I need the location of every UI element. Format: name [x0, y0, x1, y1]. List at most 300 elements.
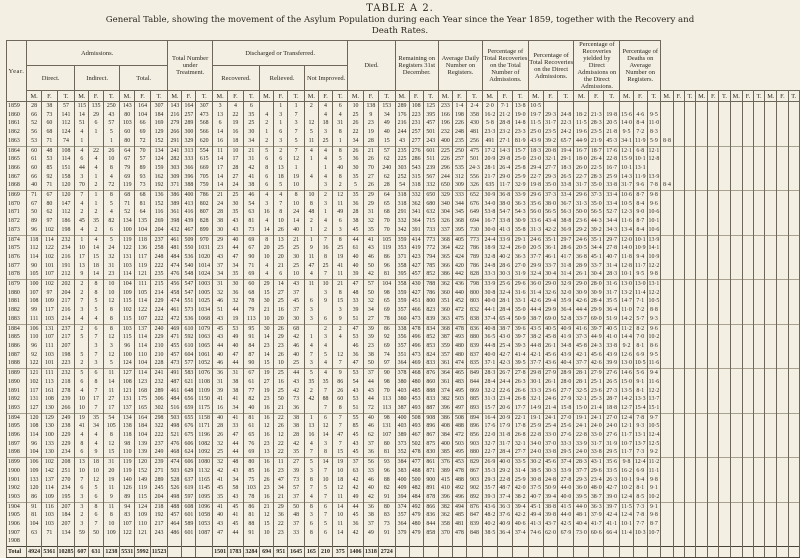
value-cell — [673, 315, 684, 324]
value-cell: 28·9 — [558, 369, 574, 378]
value-cell: 104 — [135, 226, 150, 235]
value-cell: 43 — [228, 467, 243, 476]
value-cell: 675 — [182, 431, 196, 440]
year-cell: 1899 — [7, 458, 27, 467]
value-cell: 468 — [168, 448, 182, 457]
value-cell: 451 — [409, 297, 423, 306]
value-cell: 503 — [168, 413, 182, 422]
value-cell — [708, 315, 719, 324]
value-cell: 14·0 — [621, 120, 632, 127]
value-cell — [423, 537, 438, 546]
value-cell: 112 — [26, 244, 41, 253]
value-cell — [708, 200, 719, 209]
value-cell: 43 — [395, 137, 409, 146]
value-cell — [696, 191, 708, 200]
value-cell: 423 — [409, 253, 423, 262]
value-cell: 2 — [75, 208, 89, 217]
value-cell: 12·1 — [621, 147, 632, 154]
value-cell — [777, 217, 788, 226]
value-cell: 130 — [42, 448, 57, 457]
value-cell: 466 — [409, 306, 423, 315]
sex-label-t: T. — [57, 91, 75, 102]
value-cell: 232 — [438, 128, 452, 137]
value-cell: 3 — [75, 520, 89, 529]
value-cell: 357 — [395, 511, 409, 520]
value-cell: 67·9 — [558, 529, 574, 538]
value-cell: 10 — [304, 191, 318, 200]
value-cell: 896 — [466, 422, 482, 431]
value-cell: 12 — [333, 191, 348, 200]
value-cell: 51 — [348, 315, 363, 324]
value-cell — [684, 431, 695, 440]
value-cell: 29 — [274, 333, 288, 342]
value-cell: 35·1 — [543, 235, 558, 244]
value-cell: 136 — [150, 191, 168, 200]
value-cell — [661, 217, 673, 226]
value-cell: 33·8 — [543, 448, 558, 457]
value-cell: 3 — [212, 102, 227, 111]
not-improved-header: Not Improved. — [304, 66, 348, 91]
value-cell: 23·5 — [543, 128, 558, 137]
value-cell: 30 — [288, 253, 305, 262]
value-cell — [684, 200, 695, 209]
total-cell — [196, 547, 212, 558]
value-cell — [742, 369, 753, 378]
value-cell: 102 — [120, 306, 135, 315]
value-cell: 312 — [452, 173, 466, 182]
value-cell — [742, 529, 753, 538]
year-cell: 1860 — [7, 111, 27, 120]
value-cell: 66 — [135, 119, 150, 128]
value-cell — [318, 306, 332, 315]
value-cell: 121 — [135, 270, 150, 279]
value-cell: 33·8 — [604, 342, 620, 351]
value-cell: 4 — [89, 235, 103, 244]
value-cell: 105 — [379, 235, 396, 244]
value-cell — [719, 359, 730, 368]
value-cell: 184 — [135, 422, 150, 431]
value-cell: 38·2 — [512, 493, 528, 502]
sex-label-f: F. — [363, 91, 378, 102]
value-cell: 38 — [228, 387, 243, 396]
sex-label-t: T. — [558, 91, 574, 102]
value-cell: 455 — [168, 342, 182, 351]
value-cell — [708, 128, 719, 137]
value-cell: 32·6 — [543, 289, 558, 298]
value-cell — [304, 324, 318, 333]
value-cell: 55 — [348, 413, 363, 422]
value-cell: 773 — [423, 235, 438, 244]
value-cell: 54 — [103, 413, 120, 422]
value-cell: 72 — [103, 181, 120, 190]
value-cell — [696, 467, 708, 476]
value-cell: 10 — [103, 280, 120, 289]
value-cell: 22 — [348, 128, 363, 137]
total-cell — [742, 547, 753, 558]
value-cell — [730, 102, 742, 111]
value-cell: 31·4 — [512, 467, 528, 476]
value-cell: 536 — [182, 315, 196, 324]
value-cell: 256 — [466, 137, 482, 146]
value-cell — [777, 111, 788, 120]
table-row — [7, 181, 800, 190]
value-cell: 361 — [438, 359, 452, 368]
value-cell — [753, 467, 764, 476]
value-cell: 7 — [333, 422, 348, 431]
value-cell — [75, 342, 89, 351]
value-cell — [777, 146, 788, 155]
value-cell — [788, 520, 800, 529]
value-cell: 307 — [150, 102, 168, 111]
value-cell: 9·2 — [647, 448, 661, 457]
value-cell: 395 — [423, 111, 438, 120]
value-cell: 26 — [363, 181, 378, 190]
value-cell — [673, 511, 684, 520]
value-cell — [696, 137, 708, 146]
value-cell — [661, 235, 673, 244]
value-cell: 8·1 — [633, 484, 647, 493]
value-cell: 869 — [466, 387, 482, 396]
value-cell: 41 — [363, 235, 378, 244]
value-cell: 382 — [438, 502, 452, 511]
value-cell: 11 — [103, 502, 120, 511]
value-cell — [684, 146, 695, 155]
value-cell — [788, 378, 800, 387]
value-cell: 73 — [288, 476, 305, 485]
value-cell: 8 — [288, 191, 305, 200]
value-cell: 326 — [466, 181, 482, 190]
value-cell: 68 — [288, 324, 305, 333]
value-cell — [753, 128, 764, 137]
value-cell: 95 — [243, 324, 260, 333]
value-cell: 37·5 — [528, 484, 543, 493]
value-cell: 35 — [243, 111, 260, 120]
value-cell — [696, 208, 708, 217]
sex-label-m: M. — [765, 91, 777, 102]
table-row — [7, 351, 800, 360]
value-cell: 4 — [318, 173, 332, 182]
value-cell — [719, 324, 730, 333]
value-cell: 476 — [168, 440, 182, 449]
total-cell — [482, 547, 497, 558]
value-cell: 18 — [89, 458, 103, 467]
value-cell — [753, 262, 764, 271]
value-cell: 103 — [42, 511, 57, 520]
value-cell: 610 — [182, 324, 196, 333]
value-cell: 56·0 — [528, 208, 543, 217]
value-cell: 23 — [212, 244, 227, 253]
value-cell — [753, 333, 764, 342]
value-cell: 24 — [228, 181, 243, 190]
value-cell: 40·0 — [558, 493, 574, 502]
value-cell: 3 — [304, 359, 318, 368]
value-cell: 44·0 — [574, 502, 589, 511]
value-cell: 1132 — [196, 467, 212, 476]
value-cell: 49 — [379, 119, 396, 128]
value-cell: 120 — [26, 484, 41, 493]
value-cell: 3 — [103, 342, 120, 351]
value-cell: 3 — [304, 306, 318, 315]
value-cell: 648 — [182, 387, 196, 396]
value-cell: 359 — [438, 342, 452, 351]
value-cell: 28·7 — [604, 395, 620, 404]
value-cell: 14·3 — [497, 146, 512, 155]
value-cell — [788, 200, 800, 209]
value-cell — [661, 173, 673, 182]
value-cell — [742, 181, 753, 190]
sex-label-f: F. — [673, 91, 684, 102]
value-cell: 364 — [395, 520, 409, 529]
value-cell: 839 — [466, 342, 482, 351]
value-cell: 35 — [228, 208, 243, 217]
value-cell: 138 — [363, 102, 378, 111]
value-cell: 1061 — [196, 351, 212, 360]
sex-label-m: M. — [528, 91, 543, 102]
value-cell: 39·3 — [482, 493, 497, 502]
value-cell: 35·8 — [512, 226, 528, 235]
value-cell — [753, 458, 764, 467]
value-cell — [730, 351, 742, 360]
value-cell — [777, 191, 788, 200]
value-cell: 11 — [212, 146, 227, 155]
value-cell — [730, 244, 742, 253]
value-cell: 36·0 — [574, 484, 589, 493]
value-cell — [730, 448, 742, 457]
value-cell: 7·3 — [633, 502, 647, 511]
value-cell: 4 — [75, 431, 89, 440]
table-row — [7, 102, 800, 111]
value-cell: 14 — [333, 529, 348, 538]
value-cell: 30·8 — [482, 289, 497, 298]
value-cell — [696, 431, 708, 440]
value-cell: 9 — [89, 448, 103, 457]
value-cell: 773 — [466, 235, 482, 244]
value-cell: 204 — [57, 289, 75, 298]
value-cell — [719, 119, 730, 128]
total-cell: 210 — [318, 547, 332, 558]
value-cell — [719, 333, 730, 342]
value-cell — [788, 387, 800, 396]
value-cell: 26·1 — [543, 342, 558, 351]
value-cell: 329 — [182, 137, 196, 146]
value-cell: 119 — [379, 244, 396, 253]
value-cell — [730, 369, 742, 378]
value-cell — [684, 226, 695, 235]
value-cell — [777, 164, 788, 173]
value-cell: 91 — [379, 493, 396, 502]
value-cell — [696, 359, 708, 368]
value-cell: 24·6 — [528, 235, 543, 244]
value-cell — [765, 164, 777, 173]
value-cell: 39 — [363, 333, 378, 342]
value-cell: 453 — [452, 458, 466, 467]
value-cell: 53 — [228, 324, 243, 333]
value-cell: 90 — [26, 262, 41, 271]
value-cell: 478 — [409, 324, 423, 333]
value-cell — [673, 146, 684, 155]
value-cell: 23·6 — [574, 217, 589, 226]
value-cell: 13 — [75, 262, 89, 271]
value-cell: 26 — [260, 476, 274, 485]
value-cell: 900 — [423, 476, 438, 485]
value-cell — [719, 253, 730, 262]
value-cell: 358 — [438, 520, 452, 529]
sex-label-t: T. — [788, 91, 800, 102]
value-cell: 496 — [452, 493, 466, 502]
value-cell: 222 — [150, 262, 168, 271]
value-cell: 97 — [42, 289, 57, 298]
value-cell — [558, 537, 574, 546]
value-cell: 1 — [318, 164, 332, 173]
value-cell — [684, 404, 695, 413]
value-cell: 22·0 — [482, 431, 497, 440]
value-cell: 40·8 — [482, 324, 497, 333]
value-cell: 15 — [260, 520, 274, 529]
value-cell: 24·3 — [466, 164, 482, 173]
value-cell: 104 — [26, 520, 41, 529]
value-cell — [673, 297, 684, 306]
value-cell — [742, 422, 753, 431]
value-cell — [589, 537, 604, 546]
value-cell: 53 — [348, 369, 363, 378]
value-cell: 36 — [212, 369, 227, 378]
value-cell: 12 — [274, 431, 288, 440]
value-cell — [730, 378, 742, 387]
value-cell: 114 — [26, 431, 41, 440]
value-cell: 277 — [409, 137, 423, 146]
value-cell: 44·9 — [589, 333, 604, 342]
value-cell — [753, 191, 764, 200]
value-cell — [742, 289, 753, 298]
value-cell — [719, 422, 730, 431]
year-cell: 1904 — [7, 502, 27, 511]
value-cell: 137 — [120, 404, 135, 413]
value-cell: 134 — [120, 413, 135, 422]
value-cell: 31·3 — [528, 226, 543, 235]
value-cell: 68 — [379, 208, 396, 217]
value-cell: 22·7 — [528, 173, 543, 182]
value-cell: 3 — [318, 289, 332, 298]
value-cell: 28·1 — [497, 297, 512, 306]
value-cell: 12·4 — [634, 459, 646, 466]
value-cell: 338 — [395, 324, 409, 333]
value-cell — [661, 315, 673, 324]
value-cell: 488 — [452, 476, 466, 485]
value-cell: 30·1 — [528, 378, 543, 387]
value-cell: 122 — [26, 359, 41, 368]
value-cell: 9·4 — [633, 253, 647, 262]
total-cell — [168, 547, 182, 558]
value-cell: 9 — [333, 369, 348, 378]
value-cell — [742, 511, 753, 520]
value-cell: 866 — [423, 502, 438, 511]
value-cell: 379 — [395, 529, 409, 538]
value-cell: 291 — [395, 208, 409, 217]
value-cell: 45 — [348, 431, 363, 440]
value-cell: 5 — [103, 128, 120, 137]
table-row — [7, 502, 800, 511]
value-cell: 204 — [150, 493, 168, 502]
value-cell — [742, 280, 753, 289]
value-cell: 58 — [228, 484, 243, 493]
value-cell: 7·8 — [647, 181, 661, 190]
value-cell — [730, 128, 742, 137]
value-cell: 104 — [120, 280, 135, 289]
total-cell: 694 — [260, 547, 274, 558]
value-cell — [753, 359, 764, 368]
value-cell: 102 — [42, 226, 57, 235]
value-cell: 40 — [212, 511, 227, 520]
value-cell — [589, 102, 604, 111]
value-cell: 81·9 — [512, 137, 528, 146]
value-cell: 120 — [57, 191, 75, 200]
value-cell: 60 — [26, 164, 41, 173]
value-cell — [742, 306, 753, 315]
value-cell — [719, 342, 730, 351]
value-cell — [742, 191, 753, 200]
value-cell: 235 — [150, 270, 168, 279]
value-cell: 848 — [466, 529, 482, 538]
value-cell: 20·5 — [604, 119, 620, 128]
value-cell — [696, 413, 708, 422]
value-cell: 39 — [363, 324, 378, 333]
value-cell: 14·2 — [620, 315, 634, 324]
value-cell: 10 — [318, 280, 332, 289]
value-cell: 35 — [89, 413, 103, 422]
value-cell: 122 — [42, 244, 57, 253]
value-cell — [661, 342, 673, 351]
value-cell: 54·7 — [497, 208, 512, 217]
value-cell: 38 — [243, 181, 260, 190]
value-cell: 17 — [75, 253, 89, 262]
value-cell: 88 — [243, 520, 260, 529]
value-cell: 105 — [26, 270, 41, 279]
value-cell — [304, 164, 318, 173]
year-cell: 1878 — [7, 270, 27, 279]
value-cell — [684, 306, 695, 315]
value-cell: 44·3 — [589, 217, 604, 226]
value-cell: 37 — [212, 262, 227, 271]
value-cell — [788, 493, 800, 502]
value-cell: 124 — [57, 128, 75, 137]
value-cell: 93 — [135, 173, 150, 182]
value-cell — [765, 244, 777, 253]
value-cell — [753, 440, 764, 449]
value-cell: 9·3 — [633, 422, 647, 431]
value-cell: 223 — [409, 111, 423, 120]
value-cell: 153 — [379, 102, 396, 111]
value-cell: 41 — [75, 422, 89, 431]
value-cell: 608 — [182, 502, 196, 511]
value-cell: 11 — [333, 520, 348, 529]
value-cell — [673, 119, 684, 128]
value-cell — [696, 378, 708, 387]
year-cell: 1873 — [7, 226, 27, 235]
value-cell: 8 — [103, 324, 120, 333]
value-cell: 17 — [103, 404, 120, 413]
value-cell: 243 — [423, 137, 438, 146]
value-cell — [777, 128, 788, 137]
value-cell: 15 — [103, 448, 120, 457]
value-cell: 803 — [466, 297, 482, 306]
value-cell: 31·6 — [604, 280, 620, 289]
value-cell: 902 — [466, 484, 482, 493]
value-cell: 97 — [42, 217, 57, 226]
value-cell: 1025 — [196, 297, 212, 306]
value-cell: 28·3 — [604, 270, 620, 279]
value-cell — [708, 520, 719, 529]
value-cell: 478 — [452, 529, 466, 538]
